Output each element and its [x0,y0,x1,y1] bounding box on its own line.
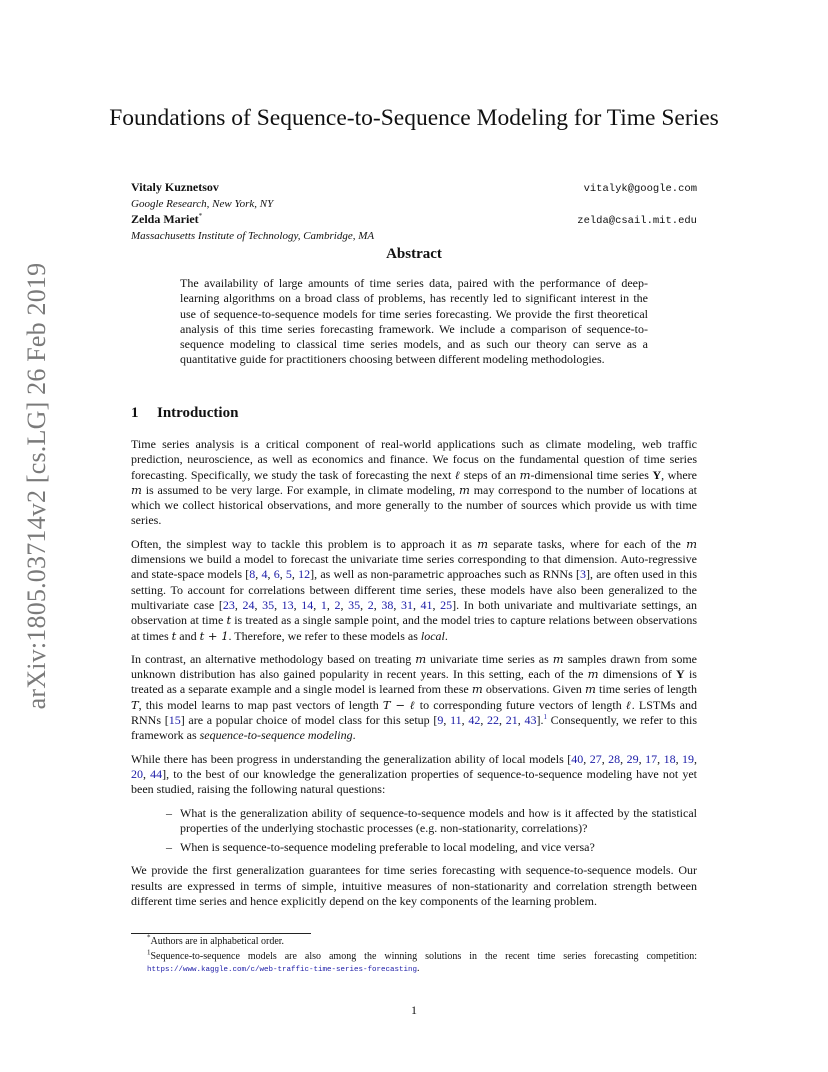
citation-link[interactable]: 25 [440,597,453,612]
citation-link[interactable]: 5 [285,567,292,582]
footnote-text: Authors are in alphabetical order. [150,936,285,947]
paper-title: Foundations of Sequence-to-Sequence Modeling for Time Series [109,105,719,131]
text-run: , [254,597,263,612]
citation-link[interactable]: 40 [571,751,584,766]
citation-link[interactable]: 29 [626,751,639,766]
author-name-2 [131,212,202,227]
citation-link[interactable]: 12 [298,567,311,582]
citation-link[interactable]: 9 [437,713,444,728]
text-run: , [517,713,525,728]
citation-link[interactable]: 38 [381,597,394,612]
list-dash: – [166,840,172,855]
citation-link[interactable]: 28 [608,751,621,766]
math-symbol: T − ℓ [382,697,416,712]
text-run: samples drawn from some unknown distribution has also gained popularity in recent years. In this setting, each of the [131,651,697,682]
text-run: , [279,567,286,582]
text-run: , where [661,467,697,482]
author-block [131,180,697,244]
text-run: , [461,713,469,728]
section-title: Introduction [157,405,239,421]
paragraph-4 [131,752,697,798]
text-run: , [255,567,262,582]
text-run: , [620,751,627,766]
citation-link[interactable]: 42 [468,713,481,728]
emphasis-text: sequence-to-sequence modeling [199,728,353,743]
math-symbol: m [477,536,489,551]
math-symbol: m [585,682,596,697]
math-symbol: t [171,628,177,643]
emphasis-text: local [420,628,445,643]
text-run: . [444,628,448,643]
citation-link[interactable]: 44 [150,766,163,781]
math-symbol: ℓ [454,467,461,482]
paragraph-2 [131,537,697,644]
text-run: , [499,713,506,728]
text-run: , [143,766,151,781]
text-run: ]. In both univariate and multivariate settings, an observation at time [131,597,698,628]
text-run: to corresponding future vectors of length [415,697,626,712]
text-run: , [313,597,321,612]
math-symbol: m [686,536,697,551]
text-run: , [373,597,382,612]
math-symbol: m [415,651,427,666]
author-name-text: Zelda Mariet [131,212,199,226]
text-run: may correspond to the number of locations at which we collect historical observations, and more generally to the number of sources which provide us with time series. [131,482,697,528]
text-run: dimensions of [598,667,677,682]
author-name: Vitaly Kuznetsov [131,180,219,194]
text-run: observations. Given [482,682,586,697]
text-run: is assumed to be very large. For example, in climate modeling, [141,482,459,497]
citation-link[interactable]: 2 [367,597,374,612]
citation-link[interactable]: 8 [249,567,256,582]
citation-link[interactable]: 35 [348,597,361,612]
text-run: , [340,597,349,612]
section-heading [131,405,238,422]
text-run: is treated as a single sample point, and the model tries to capture relations between observations at times [131,613,697,643]
text-run: is treated as a separate example and a single model is learned from these [131,667,697,697]
question-item [131,806,697,837]
footnote-2: $^1$Sequence-to-sequence models are also among the winning solutions in the recent time series forecasting competition: https://www.kaggle.com/c/web-traffic-time-series-forecasting. [147,948,697,974]
citation-link[interactable]: 27 [589,751,602,766]
citation-link[interactable]: 31 [400,597,413,612]
text-run: univariate time series as [426,651,553,666]
footnote-mark: * [147,933,151,942]
text-run: , [601,751,609,766]
text-run: time series of length [595,682,697,697]
citation-link[interactable]: 11 [450,713,462,728]
text-run: , [393,597,401,612]
footnotes [131,933,697,979]
intro-body [131,437,697,917]
text-run: -dimensional time series [530,467,653,482]
paragraph-3 [131,652,697,744]
text-run: , [412,597,421,612]
paragraph-1 [131,437,697,529]
bold-symbol: Y [676,667,685,682]
citation-link[interactable]: 1 [320,597,327,612]
math-symbol: m [587,667,599,682]
citation-link[interactable]: 13 [281,597,294,612]
author-affiliation-2: Massachusetts Institute of Technology, Cambridge, MA [131,230,375,242]
paragraph-5: We provide the first generalization guarantees for time series forecasting with sequence-to-sequence models. Our results are expressed in terms of simple, intuitive measures of non-stationarity and correlation strength between different time series and hence explicitly depend on the key components of the learning problem. [131,863,697,909]
citation-link[interactable]: 21 [505,713,518,728]
text-run: , [675,751,683,766]
math-symbol: m [459,482,470,497]
author-row-1 [131,180,697,197]
text-run: , [234,597,243,612]
text-run: , [293,597,302,612]
question-item [131,840,697,855]
citation-link[interactable]: 15 [168,713,181,728]
math-symbol: m [552,651,564,666]
author-affiliation: Google Research, New York, NY [131,198,274,210]
math-symbol: m [471,682,483,697]
text-run: ], are often used in this setting. To account for correlations between different time series, these models have also been generalized to the multivariate case [ [131,567,698,612]
footnote-ref[interactable]: 1 [543,713,547,722]
math-symbol: m [519,467,531,482]
math-symbol: ℓ [625,697,632,712]
text-run: ], to the best of our knowledge the generalization properties of sequence-to-sequence modeling have not yet been studied, raising the following natural questions: [131,766,697,797]
text-run: , [694,751,698,766]
text-run: ]. [536,713,544,728]
text-run: , [360,597,368,612]
text-run: , [657,751,664,766]
citation-link[interactable]: 20 [131,766,143,781]
citation-link[interactable]: 43 [524,713,537,728]
text-run: . LSTMs and RNNs [ [131,697,697,728]
text-run: , [480,713,488,728]
page-number: 1 [411,1003,417,1017]
text-run: steps of an [460,467,520,482]
citation-link[interactable]: 24 [242,597,255,612]
text-run: Often, the simplest way to tackle this problem is to approach it as [131,536,478,551]
bold-symbol: Y [652,467,662,482]
arxiv-stamp-text: arXiv:1805.03714v2 [cs.LG] 26 Feb 2019 [22,262,51,710]
text-run: Time series analysis is a critical component of real-world applications such as climate modeling, web traffic prediction, neuroscience, as well as economics and finance. We focus on the fundamental question of time series forecasting. Specifically, we study the task of forecasting the next [131,437,697,482]
citation-link[interactable]: 18 [663,751,676,766]
text-run: separate tasks, where for each of the [488,536,687,551]
section-number: 1 [131,405,139,421]
question-text: What is the generalization ability of sequence-to-sequence models and how is it affected by the statistical properties of the underlying stochastic processes (e.g. non-stationarity, correlations)? [180,805,697,835]
abstract-text: The availability of large amounts of time series data, paired with the performance of deep-learning algorithms on a broad class of problems, has recently led to significant interest in the use of sequence-to-sequence models for time series forecasting. We provide the first theoretical analysis of this time series forecasting framework. We include a comparison of sequence-to-sequence modeling to classical time series models, and as such our theory can serve as a quantitative guide for practitioners choosing between different modeling methodologies. [180,276,648,367]
text-run: , [267,567,274,582]
math-symbol: t [226,613,232,628]
abstract-heading: Abstract [386,246,442,262]
text-run: , [638,751,646,766]
author-email-2[interactable]: zelda@csail.mit.edu [577,215,697,227]
citation-link[interactable]: 22 [487,713,500,728]
text-run: , this model learns to map past vectors of length [138,697,383,712]
footnote-link[interactable]: https://www.kaggle.com/c/web-traffic-time-series-forecasting [147,966,418,974]
citation-link[interactable]: 6 [273,567,280,582]
list-dash: – [166,805,172,820]
text-run: While there has been progress in understanding the generalization ability of local models [ [131,751,572,766]
text-run: . [352,728,356,743]
citation-link[interactable]: 41 [420,597,433,612]
text-run: , [326,597,335,612]
math-symbol: m [131,482,142,497]
citation-link[interactable]: 14 [301,597,314,612]
citation-link[interactable]: 4 [261,567,268,582]
text-run: , [274,597,282,612]
text-run: ] are a popular choice of model class for this setup [ [180,713,438,728]
citation-link[interactable]: 19 [682,751,695,766]
citation-link[interactable]: 23 [222,597,235,612]
citation-link[interactable]: 17 [645,751,658,766]
text-run: In contrast, an alternative methodology based on treating [131,651,416,666]
footnote-mark: 1 [147,948,151,957]
text-run: dimensions we build a model to forecast the univariate time series corresponding to that dimension. Auto-regressive and state-space models [ [131,552,697,582]
text-run: , [583,751,590,766]
text-run: ], as well as non-parametric approaches such as RNNs [ [310,567,580,582]
math-symbol: T [131,697,139,712]
author-row-2 [131,212,697,229]
citation-link[interactable]: 35 [262,597,275,612]
footnote-rule [131,933,311,934]
text-run: and [176,628,200,643]
citation-link[interactable]: 2 [334,597,341,612]
citation-link[interactable]: 3 [579,567,586,582]
footnote-text: Sequence-to-sequence models are also among the winning solutions in the recent time series forecasting competition: [150,950,697,962]
question-list [131,806,697,856]
text-run: Consequently, we refer to this framework as [131,713,697,743]
author-email[interactable]: vitalyk@google.com [583,183,697,195]
text-run: , [291,567,299,582]
text-run: . Therefore, we refer to these models as [228,628,421,643]
footnote-1 [131,933,697,949]
arxiv-stamp [16,262,58,710]
text-run: , [443,713,451,728]
question-text: When is sequence-to-sequence modeling preferable to local modeling, and vice versa? [180,840,595,855]
text-run: , [432,597,441,612]
math-symbol: t + 1 [199,628,229,643]
author-marker: * [198,212,203,220]
